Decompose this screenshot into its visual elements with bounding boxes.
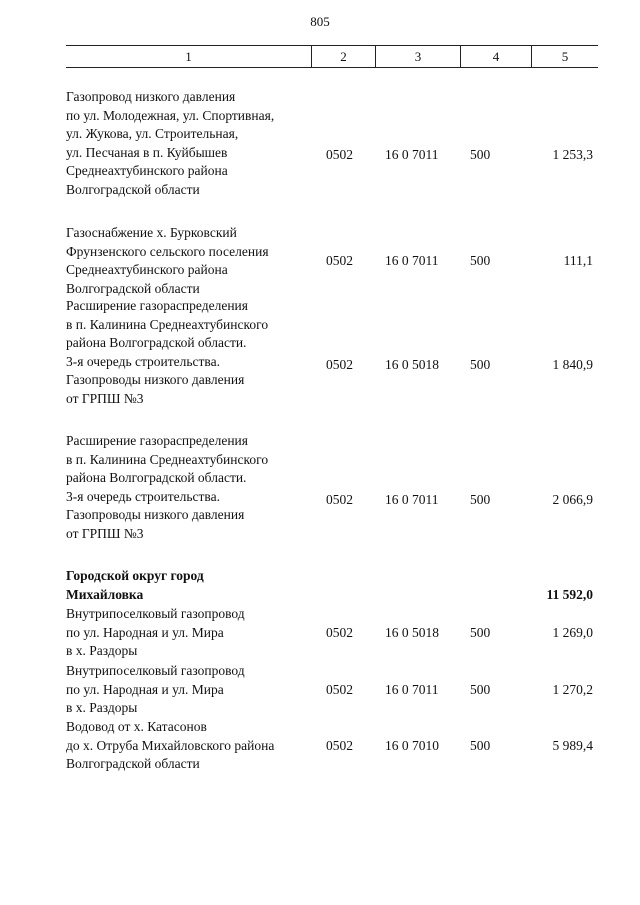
desc-line: Фрунзенского сельского поселения bbox=[66, 243, 269, 259]
desc-line: района Волгоградской области. bbox=[66, 335, 247, 350]
section-code: 0502 bbox=[326, 492, 353, 507]
desc-line: по ул. Молодежная, ул. Спортивная, bbox=[66, 107, 275, 123]
desc-line: в х. Раздоры bbox=[66, 643, 138, 658]
desc-line: 3-я очередь строительства. bbox=[66, 353, 220, 369]
desc-line: Среднеахтубинского района bbox=[66, 163, 228, 178]
target-article: 16 0 5018 bbox=[385, 357, 439, 372]
section-code: 0502 bbox=[326, 682, 353, 697]
desc-line: Михайловка bbox=[66, 586, 144, 602]
target-article: 16 0 7010 bbox=[385, 738, 439, 753]
target-article: 16 0 7011 bbox=[385, 253, 439, 268]
section-heading bbox=[66, 567, 311, 604]
desc-line: по ул. Народная и ул. Мира bbox=[66, 624, 224, 640]
desc-line: от ГРПШ №3 bbox=[66, 525, 144, 541]
desc-line: Внутрипоселковый газопровод bbox=[66, 606, 245, 621]
header-col-5: 5 bbox=[561, 49, 569, 64]
desc-line: ул. Жукова, ул. Строительная, bbox=[66, 126, 239, 141]
row-description bbox=[66, 432, 311, 543]
page-number: 805 bbox=[310, 14, 330, 29]
row-description bbox=[66, 662, 311, 718]
amount: 1 270,2 bbox=[552, 682, 593, 697]
expense-type: 500 bbox=[470, 738, 491, 753]
desc-line: от ГРПШ №3 bbox=[66, 390, 144, 406]
amount: 5 989,4 bbox=[552, 738, 593, 753]
section-code: 0502 bbox=[326, 147, 353, 162]
target-article: 16 0 7011 bbox=[385, 492, 439, 507]
desc-line: Внутрипоселковый газопровод bbox=[66, 663, 245, 678]
expense-type: 500 bbox=[470, 625, 491, 640]
amount: 1 253,3 bbox=[552, 147, 593, 162]
row-description bbox=[66, 718, 311, 774]
section-code: 0502 bbox=[326, 625, 353, 640]
desc-line: Волгоградской области bbox=[66, 756, 200, 771]
desc-line: Газопроводы низкого давления bbox=[66, 507, 245, 522]
expense-type: 500 bbox=[470, 682, 491, 697]
header-col-1: 1 bbox=[185, 49, 192, 64]
desc-line: Среднеахтубинского района bbox=[66, 262, 228, 277]
amount: 1 840,9 bbox=[552, 357, 593, 372]
target-article: 16 0 7011 bbox=[385, 147, 439, 162]
desc-line: ул. Песчаная в п. Куйбышев bbox=[66, 144, 228, 160]
desc-line: Газоснабжение х. Бурковский bbox=[66, 225, 237, 240]
desc-line: Газопровод низкого давления bbox=[66, 89, 236, 104]
desc-line: Водовод от х. Катасонов bbox=[66, 719, 207, 734]
desc-line: Расширение газораспределения bbox=[66, 298, 248, 313]
desc-line: Волгоградской области bbox=[66, 280, 200, 296]
header-col-4: 4 bbox=[492, 49, 500, 64]
expense-type: 500 bbox=[470, 253, 491, 268]
row-description bbox=[66, 297, 311, 408]
target-article: 16 0 5018 bbox=[385, 625, 439, 640]
section-code: 0502 bbox=[326, 738, 353, 753]
desc-line: Расширение газораспределения bbox=[66, 433, 248, 448]
desc-line: по ул. Народная и ул. Мира bbox=[66, 681, 224, 697]
table-header bbox=[66, 45, 598, 68]
section-code: 0502 bbox=[326, 253, 353, 268]
amount: 1 269,0 bbox=[552, 625, 593, 640]
desc-line: района Волгоградской области. bbox=[66, 470, 247, 485]
section-code: 0502 bbox=[326, 357, 353, 372]
desc-line: до х. Отруба Михайловского района bbox=[66, 737, 275, 753]
amount: 2 066,9 bbox=[552, 492, 593, 507]
expense-type: 500 bbox=[470, 492, 491, 507]
row-description bbox=[66, 224, 311, 298]
row-description bbox=[66, 88, 311, 199]
expense-type: 500 bbox=[470, 357, 491, 372]
desc-line: 3-я очередь строительства. bbox=[66, 488, 220, 504]
header-col-3: 3 bbox=[414, 49, 422, 64]
desc-line: Волгоградской области bbox=[66, 181, 200, 197]
desc-line: Городской округ город bbox=[66, 568, 204, 583]
row-description bbox=[66, 605, 311, 661]
desc-line: в п. Калинина Среднеахтубинского bbox=[66, 451, 269, 467]
desc-line: в п. Калинина Среднеахтубинского bbox=[66, 316, 269, 332]
header-col-2: 2 bbox=[340, 49, 347, 64]
target-article: 16 0 7011 bbox=[385, 682, 439, 697]
desc-line: в х. Раздоры bbox=[66, 700, 138, 715]
expense-type: 500 bbox=[470, 147, 491, 162]
desc-line: Газопроводы низкого давления bbox=[66, 372, 245, 387]
amount: 111,1 bbox=[563, 253, 593, 268]
section-total: 11 592,0 bbox=[546, 587, 593, 602]
